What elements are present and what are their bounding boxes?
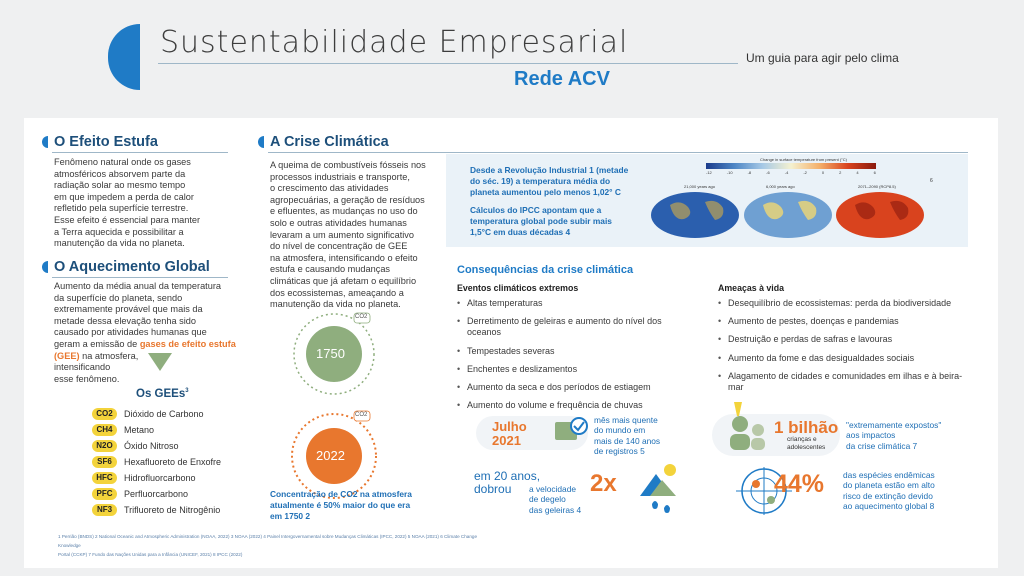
header-half-circle-logo: [108, 24, 140, 90]
list-item: • Destruição e perdas de safras e lavouras: [718, 334, 968, 345]
section-bullet-icon: [42, 136, 48, 148]
globe-6000-years: [744, 192, 832, 238]
gee-badge: HFC: [92, 472, 117, 484]
text-line: A queima de combustíveis fósseis nos: [270, 160, 426, 170]
text-line: na atmosfera, intensificando o efeito: [270, 252, 418, 263]
list-item: • Tempestades severas: [457, 346, 667, 357]
gee-name: Dióxido de Carbono: [124, 409, 204, 419]
list-item: • Aumento de pestes, doenças e pandemias: [718, 316, 968, 327]
pct-text: das espécies endêmicas do planeta estão em alto risco de extinção devido ao aquecimento global 8: [843, 470, 935, 512]
info-text-1: Desde a Revolução Industrial 1 (metade do séc. 19) a temperatura média do planeta aumentou pelo menos 1,02° C: [470, 165, 629, 197]
gee-badge: CO2: [92, 408, 117, 420]
page-title: Sustentabilidade Empresarial: [160, 25, 629, 60]
list-item: • Altas temperaturas: [457, 298, 667, 309]
footnote-references: 1 Perrião (BNDS) 2 National Oceanic and Atmospheric Administration (NOAA, 2022) 3 NOAA (2022) 4 Painel Intergovernamental sobre Mudanças Climáticas (IPCC, 2022) 5 NOAA (2021) 6 Climate Change Knowledge Portal (CCKP) 7 Fundo das Nações Unidas para a Infância (UNICEF, 2021) 8 IPCC (2022): [58, 534, 477, 557]
gee-item: [92, 440, 179, 452]
section-efeito-estufa-heading: [42, 134, 158, 150]
list-item: • Aumento da fome e das desigualdades sociais: [718, 353, 968, 364]
pct-big-number: 44%: [774, 470, 825, 498]
highlight-gee: gases de efeito estufa: [139, 338, 236, 349]
text-line: Esse efeito é essencial para manter: [54, 214, 201, 225]
gee-item: [92, 424, 154, 436]
text-line: esse fenômeno.: [54, 373, 120, 384]
temperature-scale-ticks: -12 -10 -8 -6 -4 -2 0 2 4 6: [706, 170, 876, 175]
text-line: da superfície do planeta, sendo: [54, 292, 183, 303]
bilhao-big-number: 1 bilhão: [774, 418, 839, 437]
globe-label: 2071–2090 (RCP8.5): [858, 184, 896, 189]
gee-item: [92, 456, 221, 468]
text-line: manutenção da vida no planeta.: [54, 238, 185, 249]
gee-badge: NF3: [92, 504, 117, 516]
highlight-gee-abbr: (GEE): [54, 350, 80, 361]
list-item: • Desequilíbrio de ecossistemas: perda da biodiversidade: [718, 298, 968, 309]
gee-item: [92, 408, 204, 420]
text-line: processos industriais e transporte,: [270, 171, 410, 182]
aquecimento-text: [54, 281, 236, 385]
gee-item: [92, 488, 188, 500]
down-triangle-icon: [146, 351, 174, 373]
text-line: intensificando: [54, 362, 111, 373]
text-line: manutenção da vida no planeta.: [270, 299, 401, 310]
text-line: geram a emissão de: [54, 338, 138, 349]
text-line: agropecuárias, a geração de resíduos: [270, 194, 425, 205]
eventos-list: [457, 298, 667, 418]
co2-tag: CO2: [355, 412, 368, 418]
list-item: • Derretimento de geleiras e aumento do nível dos oceanos: [457, 316, 667, 338]
gee-name: Trifluoreto de Nitrogênio: [124, 505, 221, 515]
section-bullet-icon: [258, 136, 264, 148]
list-item: • Aumento da seca e dos períodos de estiagem: [457, 382, 667, 393]
bilhao-small-text: crianças e adolescentes: [787, 436, 826, 451]
consequencias-title: Consequências da crise climática: [457, 264, 634, 276]
section-crise-title: A Crise Climática: [270, 134, 389, 150]
year-2022: 2022: [316, 448, 345, 463]
gee-badge: CH4: [92, 424, 117, 436]
text-line: estufa e causando mudanças: [270, 264, 391, 275]
section-divider: [52, 277, 228, 278]
text-line: causado por atividades humanas que: [54, 327, 207, 338]
children-icon: [718, 400, 774, 454]
map-caption: Change in surface temperature from present (°C): [760, 157, 847, 162]
gee-name: Hidrofluorcarbono: [124, 473, 196, 483]
text-line: atmosféricos absorvem parte da: [54, 168, 186, 179]
crise-text: [270, 160, 426, 311]
map-footnote-mark: 6: [930, 178, 933, 184]
text-line: extremamente provável que mais da: [54, 304, 203, 315]
gees-title: Os GEEs$^3$: [136, 388, 189, 400]
thermometer-sun-icon: [553, 414, 591, 444]
anos-text: a velocidade de degelo das geleiras 4: [529, 484, 582, 515]
melting-glacier-icon: [636, 460, 686, 520]
section-bullet-icon: [42, 261, 48, 273]
co2-concentration-text: Concentração de CO2 na atmosfera atualmente é 50% maior do que era em 1750 2: [270, 489, 412, 521]
gee-item: [92, 472, 196, 484]
page-subtitle: Rede ACV: [514, 68, 610, 90]
year-1750: 1750: [316, 346, 345, 361]
globe-21000-years: [651, 192, 739, 238]
text-line: climáticas que já afetam o equilíbrio: [270, 275, 417, 286]
section-divider: [52, 152, 228, 153]
page-tagline: Um guia para agir pelo clima: [746, 51, 899, 65]
anos-label: em 20 anos, dobrou: [474, 469, 541, 496]
gee-badge: PFC: [92, 488, 117, 500]
list-item: • Enchentes e deslizamentos: [457, 364, 667, 375]
text-line: dos ecossistemas, ameaçando a: [270, 287, 404, 298]
text-line: a Terra aquecida e possibilitar a: [54, 226, 184, 237]
julho-label: Julho 2021: [492, 419, 527, 448]
section-efeito-estufa-title: O Efeito Estufa: [54, 134, 158, 150]
header-divider: [158, 63, 738, 64]
co2-tag: CO2: [355, 314, 368, 320]
gee-item: [92, 504, 220, 516]
text-line: o crescimento das atividades: [270, 183, 389, 194]
info-text-2: Cálculos do IPCC apontam que a temperatura global pode subir mais 1,5°C em duas décadas 4: [470, 205, 612, 237]
gee-badge: SF6: [92, 456, 117, 468]
co2-circles-graphic: [288, 310, 380, 504]
section-aquecimento-title: O Aquecimento Global: [54, 259, 210, 275]
julho-text: mês mais quente do mundo em mais de 140 anos de registros 5: [594, 415, 661, 457]
anos-big-number: 2x: [590, 470, 617, 497]
text-line: e efluentes, as mudanças no uso do: [270, 206, 418, 217]
globe-2071-2090: [836, 192, 924, 238]
temperature-scale-bar: [706, 163, 876, 169]
list-item: • Alagamento de cidades e comunidades em ilhas e à beira-mar: [718, 371, 968, 393]
text-line: radiação solar ao mesmo tempo: [54, 180, 186, 191]
globe-label: 6,000 years ago: [766, 184, 795, 189]
ameacas-list: [718, 298, 968, 400]
bilhao-text: "extremamente expostos" aos impactos da crise climática 7: [846, 420, 942, 451]
gee-badge: N2O: [92, 440, 117, 452]
text-line: Aumento da média anual da temperatura: [54, 281, 222, 291]
text-line: metade dessa elevação tenha sido: [54, 315, 196, 326]
globe-label: 21,000 years ago: [684, 184, 715, 189]
text-line: do nível de concentração de GEE: [270, 241, 408, 252]
text-line: levaram a um aumento significativo: [270, 229, 415, 240]
text-line: Fenômeno natural onde os gases: [54, 157, 191, 167]
text-line: solo e outras atividades humanas: [270, 217, 407, 228]
eventos-title: Eventos climáticos extremos: [457, 283, 579, 293]
section-divider: [268, 152, 968, 153]
gee-name: Metano: [124, 425, 155, 435]
text-line: na atmosfera,: [82, 350, 139, 361]
efeito-estufa-text: [54, 157, 200, 250]
gee-name: Perfluorcarbono: [124, 489, 189, 499]
text-line: em que impedem a perda de calor: [54, 191, 194, 202]
section-aquecimento-heading: [42, 259, 210, 275]
gee-name: Óxido Nitroso: [124, 441, 179, 451]
gee-name: Hexafluoreto de Enxofre: [124, 457, 222, 467]
text-line: refletido pela superfície terrestre.: [54, 203, 189, 214]
ameacas-title: Ameaças à vida: [718, 283, 785, 293]
list-item: • Aumento do volume e frequência de chuvas: [457, 400, 667, 411]
section-crise-heading: [258, 134, 389, 150]
globes-graphic: [650, 190, 926, 240]
